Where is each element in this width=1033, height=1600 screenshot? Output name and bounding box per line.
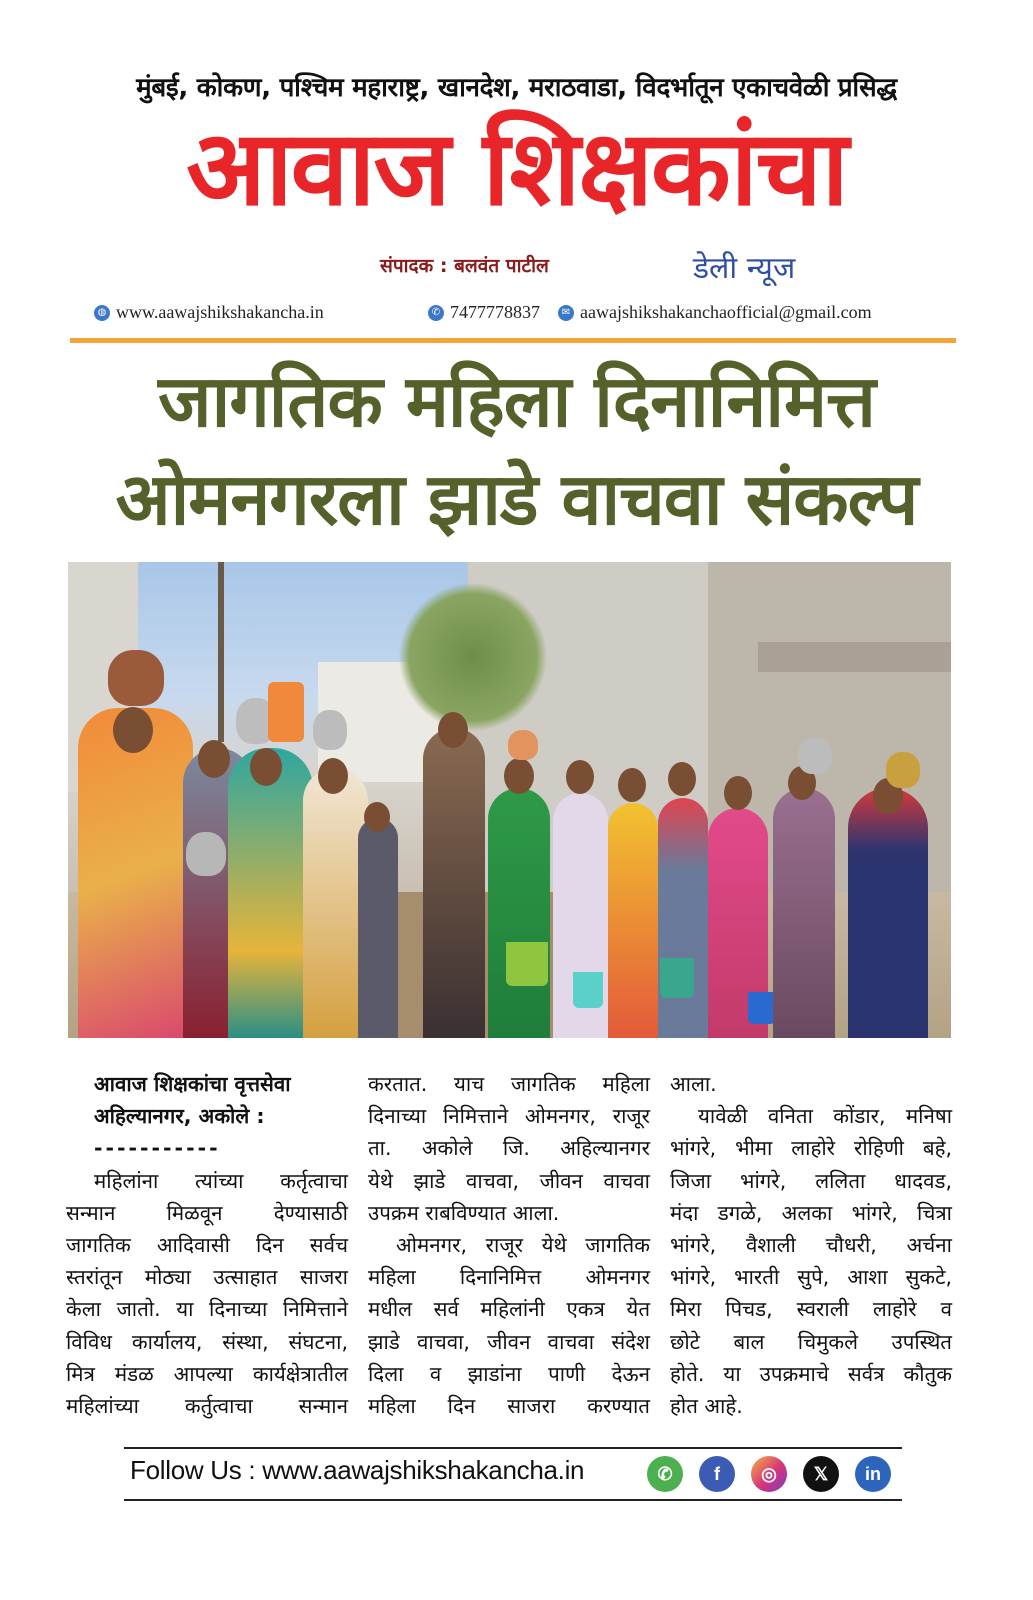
woman-head — [618, 768, 646, 802]
green-bucket — [506, 942, 548, 986]
clay-pot — [508, 730, 538, 760]
woman-figure — [423, 728, 485, 1038]
article-line: भांगरे, भीमा लाहोरे रोहिणी बहे, — [670, 1136, 952, 1161]
woman-figure — [228, 748, 313, 1038]
steel-pot — [798, 738, 832, 774]
article-line: जागतिक आदिवासी दिन सर्वच — [66, 1233, 348, 1258]
article-line: स्तरांतून मोठ्या उत्साहात साजरा — [66, 1265, 348, 1290]
dateline-location: अहिल्यानगर, अकोले : — [94, 1104, 265, 1129]
newspaper-subtitle: डेली न्यूज — [693, 251, 796, 286]
woman-figure — [658, 798, 708, 1038]
facebook-icon[interactable]: f — [699, 1456, 735, 1492]
article-line: मंदा डगळे, अलका भांगरे, चित्रा — [670, 1200, 952, 1225]
woman-head — [566, 760, 594, 794]
dateline-source: आवाज शिक्षकांचा वृत्तसेवा — [94, 1072, 291, 1096]
phone-icon: ✆ — [428, 305, 444, 321]
linkedin-icon[interactable]: in — [855, 1456, 891, 1492]
article-line: मित्र मंडळ आपल्या कार्यक्षेत्रातील — [66, 1361, 348, 1386]
email-link[interactable]: aawajshikshakanchaofficial@gmail.com — [580, 302, 872, 322]
article-line: दिनाच्या निमित्ताने ओमनगर, राजूर — [368, 1104, 650, 1129]
woman-figure — [773, 788, 835, 1038]
child-head — [364, 802, 390, 832]
plastic-can — [268, 682, 304, 742]
right-building-balcony — [758, 642, 951, 672]
whatsapp-icon[interactable]: ✆ — [647, 1456, 683, 1492]
dateline-separator: ----------- — [94, 1136, 221, 1161]
article-line: महिला दिन साजरा करण्यात — [368, 1394, 650, 1419]
follow-us-link[interactable]: Follow Us : www.aawajshikshakancha.in — [130, 1455, 585, 1485]
footer-divider-bottom — [124, 1499, 902, 1501]
article-line: दिला व झाडांना पाणी देऊन — [368, 1361, 650, 1386]
social-icons — [647, 1456, 891, 1492]
footer-divider-top — [124, 1447, 902, 1449]
woman-figure — [608, 803, 658, 1038]
child-figure — [358, 818, 398, 1038]
article-line: ता. अकोले जि. अहिल्यानगर — [368, 1136, 650, 1161]
utility-pole — [218, 562, 224, 742]
woman-head — [113, 707, 153, 753]
article-photo — [68, 562, 951, 1038]
girl-head — [198, 740, 230, 778]
article-column-2 — [368, 1068, 650, 1422]
article-line: झाडे वाचवा, जीवन वाचवा संदेश — [368, 1329, 650, 1354]
article-line: विविध कार्यालय, संस्था, संघटना, — [66, 1329, 348, 1354]
article-line: महिलांच्या कर्तुत्वाचा सन्मान — [66, 1394, 348, 1419]
email-contact[interactable] — [558, 302, 872, 323]
teal-bucket — [660, 958, 694, 998]
steel-pot — [186, 832, 226, 876]
article-line: येथे झाडे वाचवा, जीवन वाचवा — [368, 1168, 650, 1193]
headline-line-1: जागतिक महिला दिनानिमित्त — [158, 359, 875, 443]
palm-tree — [398, 582, 548, 732]
header-divider — [70, 338, 956, 343]
instagram-icon[interactable]: ◎ — [751, 1456, 787, 1492]
woman-head — [318, 758, 348, 794]
article-line: ओमनगर, राजूर येथे जागतिक — [396, 1233, 650, 1258]
woman-figure — [848, 788, 928, 1038]
woman-head — [250, 748, 282, 786]
article-column-3 — [670, 1068, 952, 1422]
article-line: छोटे बाल चिमुकले उपस्थित — [670, 1329, 952, 1354]
masthead-tagline: मुंबई, कोकण, पश्चिम महाराष्ट्र, खानदेश, मराठवाडा, विदर्भातून एकाचवेळी प्रसिद्ध — [136, 73, 897, 103]
brass-pot — [886, 752, 920, 788]
email-icon: ✉ — [558, 305, 574, 321]
x-twitter-icon[interactable]: 𝕏 — [803, 1456, 839, 1492]
newspaper-title: आवाज शिक्षकांचा — [186, 106, 847, 229]
article-column-1 — [66, 1068, 348, 1422]
woman-figure — [78, 708, 193, 1038]
article-line: होते. या उपक्रमाचे सर्वत्र कौतुक — [670, 1361, 952, 1386]
globe-icon: ◍ — [94, 305, 110, 321]
copper-pot — [108, 650, 164, 706]
article-line: जिजा भांगरे, ललिता धादवड, — [670, 1168, 952, 1193]
article-line: केला जातो. या दिनाच्या निमित्ताने — [66, 1297, 348, 1322]
article-line: मिरा पिचड, स्वराली लाहोरे व — [670, 1297, 952, 1322]
article-body — [66, 1068, 952, 1420]
article-line: महिला दिनानिमित्त ओमनगर — [368, 1265, 650, 1290]
editor-credit: संपादक : बलवंत पाटील — [380, 255, 549, 277]
article-line: आला. — [670, 1072, 717, 1096]
woman-figure — [488, 788, 550, 1038]
contact-row — [90, 302, 950, 330]
article-line: भांगरे, वैशाली चौधरी, अर्चना — [670, 1233, 952, 1258]
article-line: करतात. याच जागतिक महिला — [368, 1072, 650, 1096]
website-contact[interactable] — [94, 302, 324, 323]
article-line: भांगरे, भारती सुपे, आशा सुकटे, — [670, 1265, 952, 1290]
article-line: मधील सर्व महिलांनी एकत्र येत — [368, 1297, 650, 1322]
article-line: सन्मान मिळवून देण्यासाठी — [66, 1200, 348, 1225]
article-headline — [60, 352, 973, 548]
woman-head — [668, 762, 696, 796]
woman-head — [724, 776, 752, 810]
article-line: उपक्रम राबविण्यात आला. — [368, 1200, 560, 1225]
article-line: महिलांना त्यांच्या कर्तृत्वाचा — [94, 1168, 348, 1193]
teal-bucket — [573, 972, 603, 1008]
blue-bucket — [748, 992, 776, 1024]
website-link[interactable]: www.aawajshikshakancha.in — [116, 302, 324, 322]
steel-pot — [313, 710, 347, 750]
phone-contact[interactable] — [428, 302, 540, 323]
headline-line-2: ओमनगरला झाडे वाचवा संकल्प — [115, 457, 918, 541]
woman-head — [438, 712, 468, 748]
article-line: यावेळी वनिता कोंडार, मनिषा — [698, 1104, 952, 1129]
article-line: होत आहे. — [670, 1394, 743, 1419]
woman-head — [504, 758, 534, 794]
phone-number[interactable]: 7477778837 — [450, 302, 540, 322]
